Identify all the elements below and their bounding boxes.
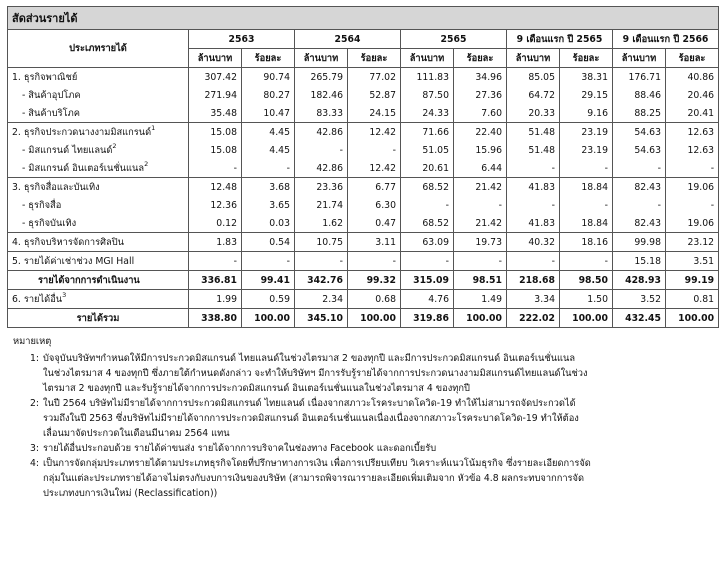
cell-percent: 3.65 (242, 196, 295, 214)
cell-million-baht: 432.45 (613, 309, 666, 328)
cell-million-baht: 315.09 (401, 271, 454, 290)
cell-million-baht: 265.79 (295, 68, 348, 87)
cell-million-baht: - (613, 196, 666, 214)
revenue-type-header: ประเภทรายได้ (8, 30, 189, 68)
cell-percent: 20.46 (666, 86, 719, 104)
cell-million-baht: 15.18 (613, 252, 666, 271)
cell-million-baht: 342.76 (295, 271, 348, 290)
cell-million-baht: 319.86 (401, 309, 454, 328)
cell-percent: 23.12 (666, 233, 719, 252)
cell-million-baht: 2.34 (295, 290, 348, 309)
cell-percent: 7.60 (454, 104, 507, 123)
cell-million-baht: 68.52 (401, 178, 454, 197)
row-label-text: 2. ธุรกิจประกวดนางงามมิสแกรนด์ (12, 126, 152, 138)
cell-million-baht: 338.80 (189, 309, 242, 328)
cell-percent: - (666, 196, 719, 214)
cell-percent: - (242, 159, 295, 178)
note-item (30, 351, 712, 396)
period-header-row (8, 30, 719, 49)
cell-million-baht: - (401, 196, 454, 214)
cell-million-baht: 82.43 (613, 178, 666, 197)
row-label (8, 86, 189, 104)
row-label (8, 214, 189, 233)
cell-million-baht: 85.05 (507, 68, 560, 87)
table-row (8, 271, 719, 290)
table-row (8, 214, 719, 233)
cell-million-baht: 307.42 (189, 68, 242, 87)
cell-percent: 99.41 (242, 271, 295, 290)
cell-percent: 4.45 (242, 141, 295, 159)
cell-percent: 1.49 (454, 290, 507, 309)
cell-million-baht: - (507, 159, 560, 178)
cell-percent: - (348, 252, 401, 271)
cell-percent: 19.73 (454, 233, 507, 252)
table-row (8, 123, 719, 142)
note-number: 3: (30, 443, 40, 454)
cell-percent: - (560, 252, 613, 271)
cell-million-baht: 336.81 (189, 271, 242, 290)
row-label (8, 309, 189, 328)
notes-list (7, 351, 718, 501)
cell-percent: 90.74 (242, 68, 295, 87)
cell-percent: 0.03 (242, 214, 295, 233)
cell-million-baht: 20.33 (507, 104, 560, 123)
footnote-marker: 3 (62, 290, 67, 299)
row-label-text: 5. รายได้ค่าเช่าช่วง MGI Hall (12, 255, 135, 267)
cell-million-baht: - (507, 252, 560, 271)
note-line: เป็นการจัดกลุ่มประเภทรายได้ตามประเภทธุรกิจโดยที่ปรึกษาทางการเงิน เพื่อการเปรียบเทียบ วิเคราะห์แนวโน้มธุรกิจ ซึ่งรายละเอียดการจัด (43, 458, 591, 469)
footnote-marker: 2 (144, 159, 149, 168)
cell-percent: 21.42 (454, 178, 507, 197)
row-label (8, 141, 189, 159)
row-label-text: - มิสแกรนด์ ไทยแลนด์ (22, 144, 113, 156)
cell-percent: 6.77 (348, 178, 401, 197)
row-label-text: 3. ธุรกิจสื่อและบันเทิง (12, 181, 100, 193)
unit-million-header: ล้านบาท (507, 49, 560, 68)
unit-million-header: ล้านบาท (295, 49, 348, 68)
cell-percent: - (242, 252, 295, 271)
cell-percent: 6.30 (348, 196, 401, 214)
cell-million-baht: 12.48 (189, 178, 242, 197)
cell-percent: 100.00 (242, 309, 295, 328)
cell-million-baht: 51.48 (507, 141, 560, 159)
cell-million-baht: 99.98 (613, 233, 666, 252)
cell-percent: 0.81 (666, 290, 719, 309)
unit-million-header: ล้านบาท (401, 49, 454, 68)
table-row (8, 252, 719, 271)
cell-million-baht: - (295, 141, 348, 159)
cell-million-baht: 82.43 (613, 214, 666, 233)
cell-million-baht: 42.86 (295, 123, 348, 142)
unit-percent-header: ร้อยละ (454, 49, 507, 68)
cell-million-baht: - (189, 159, 242, 178)
row-label (8, 290, 189, 309)
cell-percent: 10.47 (242, 104, 295, 123)
cell-million-baht: 3.34 (507, 290, 560, 309)
cell-percent: 38.31 (560, 68, 613, 87)
cell-million-baht: 64.72 (507, 86, 560, 104)
unit-million-header: ล้านบาท (189, 49, 242, 68)
table-title: สัดส่วนรายได้ (8, 7, 719, 30)
cell-million-baht: 428.93 (613, 271, 666, 290)
table-row (8, 309, 719, 328)
cell-percent: - (454, 196, 507, 214)
notes-section (7, 334, 718, 501)
cell-percent: 6.44 (454, 159, 507, 178)
cell-percent: 22.40 (454, 123, 507, 142)
cell-million-baht: 83.33 (295, 104, 348, 123)
row-label (8, 123, 189, 142)
period-header: 9 เดือนแรก ปี 2566 (613, 30, 719, 49)
row-label-text: รายได้จากการดำเนินงาน (38, 274, 140, 286)
cell-percent: 19.06 (666, 214, 719, 233)
note-line: ประเภทงบการเงินใหม่ (Reclassification)) (43, 488, 218, 499)
cell-million-baht: - (189, 252, 242, 271)
cell-million-baht: 3.52 (613, 290, 666, 309)
cell-percent: 12.63 (666, 141, 719, 159)
cell-percent: - (666, 159, 719, 178)
cell-million-baht: 35.48 (189, 104, 242, 123)
period-header: 2563 (189, 30, 295, 49)
cell-million-baht: 54.63 (613, 123, 666, 142)
cell-million-baht: 1.62 (295, 214, 348, 233)
note-text (43, 456, 712, 501)
table-row (8, 68, 719, 87)
cell-percent: 4.45 (242, 123, 295, 142)
cell-percent: 98.50 (560, 271, 613, 290)
cell-million-baht: 222.02 (507, 309, 560, 328)
cell-percent: 100.00 (348, 309, 401, 328)
notes-title: หมายเหตุ (13, 336, 52, 347)
period-header: 9 เดือนแรก ปี 2565 (507, 30, 613, 49)
note-line: ในช่วงไตรมาส 4 ของทุกปี ซึ่งภายใต้กำหนดดังกล่าว จะทำให้บริษัทฯ มีการรับรู้รายได้จากการประกวดนางงามมิสแกรนด์ไทยแลนด์ในช่วง (43, 368, 588, 379)
cell-million-baht: 15.08 (189, 123, 242, 142)
row-label-text: - ธุรกิจสื่อ (22, 199, 62, 211)
table-row (8, 233, 719, 252)
note-item (30, 441, 712, 456)
cell-percent: 19.06 (666, 178, 719, 197)
cell-percent: 29.15 (560, 86, 613, 104)
cell-percent: 23.19 (560, 123, 613, 142)
cell-percent: 52.87 (348, 86, 401, 104)
cell-million-baht: - (507, 196, 560, 214)
row-label (8, 178, 189, 197)
row-label-text: 6. รายได้อื่น (12, 293, 63, 305)
cell-million-baht: 182.46 (295, 86, 348, 104)
cell-percent: 24.15 (348, 104, 401, 123)
table-row (8, 159, 719, 178)
cell-million-baht: 42.86 (295, 159, 348, 178)
cell-percent: 12.42 (348, 159, 401, 178)
row-label (8, 104, 189, 123)
note-line: รายได้อื่นประกอบด้วย รายได้ค่าขนส่ง รายได้จากการบริจาคในช่องทาง Facebook และดอกเบี้ยรับ (43, 443, 437, 454)
cell-percent: - (560, 196, 613, 214)
table-row (8, 196, 719, 214)
cell-percent: 99.19 (666, 271, 719, 290)
revenue-structure-section (7, 6, 718, 501)
cell-million-baht: 63.09 (401, 233, 454, 252)
unit-percent-header: ร้อยละ (560, 49, 613, 68)
revenue-table-body (8, 68, 719, 328)
table-row (8, 178, 719, 197)
cell-percent: 23.19 (560, 141, 613, 159)
note-line: ในปี 2564 บริษัทไม่มีรายได้จากการประกวดมิสแกรนด์ ไทยแลนด์ เนื่องจากสภาวะโรคระบาดโควิด-19 ทำให้ไม่สามารถจัดประกวดได้ (43, 398, 576, 409)
cell-percent: - (348, 141, 401, 159)
unit-percent-header: ร้อยละ (242, 49, 295, 68)
cell-million-baht: 68.52 (401, 214, 454, 233)
cell-percent: 0.59 (242, 290, 295, 309)
cell-million-baht: 41.83 (507, 214, 560, 233)
cell-million-baht: 24.33 (401, 104, 454, 123)
cell-percent: 15.96 (454, 141, 507, 159)
note-line: ไตรมาส 2 ของทุกปี และรับรู้รายได้จากการประกวดมิสแกรนด์ อินเตอร์เนชั่นแนลในช่วงไตรมาส 4 ของทุกปี (43, 383, 470, 394)
cell-million-baht: 88.46 (613, 86, 666, 104)
row-label-text: - มิสแกรนด์ อินเตอร์เนชั่นแนล (22, 162, 145, 174)
cell-percent: 3.68 (242, 178, 295, 197)
cell-percent: 18.84 (560, 214, 613, 233)
cell-percent: 21.42 (454, 214, 507, 233)
row-label (8, 68, 189, 87)
cell-million-baht: 87.50 (401, 86, 454, 104)
note-text (43, 351, 712, 396)
note-item (30, 396, 712, 441)
cell-million-baht: 15.08 (189, 141, 242, 159)
note-line: เลื่อนมาจัดประกวดในเดือนมีนาคม 2564 แทน (43, 428, 230, 439)
cell-million-baht: 21.74 (295, 196, 348, 214)
cell-million-baht: 12.36 (189, 196, 242, 214)
row-label-text: รายได้รวม (76, 312, 120, 324)
row-label (8, 252, 189, 271)
table-row (8, 290, 719, 309)
note-text (43, 396, 712, 441)
row-label-text: - สินค้าอุปโภค (22, 89, 81, 101)
note-line: กลุ่มในแต่ละประเภทรายได้อาจไม่ตรงกับงบการเงินของบริษัท (สามารถพิจารณารายละเอียดเพิ่มเติมจาก หัวข้อ 4.8 ผลกระทบจากการจัด (43, 473, 585, 484)
note-line: รวมถึงในปี 2563 ซึ่งบริษัทไม่มีรายได้จากการประกวดมิสแกรนด์ อินเตอร์เนชั่นแนลเนื่องเนื่องจากสภาวะโรคระบาดโควิด-19 ทำให้ต้อง (43, 413, 579, 424)
cell-million-baht: 71.66 (401, 123, 454, 142)
cell-million-baht: 41.83 (507, 178, 560, 197)
cell-percent: 20.41 (666, 104, 719, 123)
cell-million-baht: 40.32 (507, 233, 560, 252)
table-row (8, 104, 719, 123)
cell-million-baht: 176.71 (613, 68, 666, 87)
cell-million-baht: - (295, 252, 348, 271)
note-number: 1: (30, 353, 40, 364)
cell-million-baht: 54.63 (613, 141, 666, 159)
cell-percent: 0.68 (348, 290, 401, 309)
cell-million-baht: 218.68 (507, 271, 560, 290)
row-label (8, 271, 189, 290)
cell-percent: 27.36 (454, 86, 507, 104)
table-row (8, 141, 719, 159)
cell-million-baht: 345.10 (295, 309, 348, 328)
unit-percent-header: ร้อยละ (666, 49, 719, 68)
note-number: 4: (30, 458, 40, 469)
cell-million-baht: 10.75 (295, 233, 348, 252)
footnote-marker: 2 (112, 141, 117, 150)
cell-million-baht: 271.94 (189, 86, 242, 104)
cell-million-baht: - (613, 159, 666, 178)
unit-percent-header: ร้อยละ (348, 49, 401, 68)
cell-million-baht: 51.48 (507, 123, 560, 142)
cell-percent: 100.00 (560, 309, 613, 328)
table-row (8, 86, 719, 104)
cell-percent: 18.84 (560, 178, 613, 197)
row-label-text: - สินค้าบริโภค (22, 107, 81, 119)
cell-percent: 0.54 (242, 233, 295, 252)
cell-million-baht: 4.76 (401, 290, 454, 309)
note-number: 2: (30, 398, 40, 409)
cell-percent: - (560, 159, 613, 178)
cell-million-baht: 88.25 (613, 104, 666, 123)
cell-percent: 100.00 (454, 309, 507, 328)
note-text (43, 441, 712, 456)
cell-percent: 0.47 (348, 214, 401, 233)
row-label-text: 1. ธุรกิจพาณิชย์ (12, 71, 78, 83)
row-label-text: 4. ธุรกิจบริหารจัดการศิลปิน (12, 236, 124, 248)
cell-percent: 98.51 (454, 271, 507, 290)
period-header: 2565 (401, 30, 507, 49)
revenue-table (7, 6, 719, 328)
cell-percent: 12.63 (666, 123, 719, 142)
note-line: บัจจุบันบริษัทฯกำหนดให้มีการประกวดมิสแกรนด์ ไทยแลนด์ในช่วงไตรมาส 2 ของทุกปี และมีการประกวดมิสแกรนด์ อินเตอร์เนชั่นแนล (43, 353, 576, 364)
cell-million-baht: - (401, 252, 454, 271)
cell-million-baht: 1.83 (189, 233, 242, 252)
cell-percent: 3.11 (348, 233, 401, 252)
row-label-text: - ธุรกิจบันเทิง (22, 217, 77, 229)
cell-million-baht: 1.99 (189, 290, 242, 309)
note-item (30, 456, 712, 501)
cell-percent: 12.42 (348, 123, 401, 142)
cell-percent: 77.02 (348, 68, 401, 87)
cell-percent: 9.16 (560, 104, 613, 123)
cell-percent: 40.86 (666, 68, 719, 87)
cell-percent: 80.27 (242, 86, 295, 104)
unit-million-header: ล้านบาท (613, 49, 666, 68)
footnote-marker: 1 (151, 123, 156, 132)
cell-percent: 99.32 (348, 271, 401, 290)
row-label (8, 159, 189, 178)
period-header: 2564 (295, 30, 401, 49)
cell-percent: 1.50 (560, 290, 613, 309)
cell-million-baht: 111.83 (401, 68, 454, 87)
cell-percent: - (454, 252, 507, 271)
row-label (8, 233, 189, 252)
cell-percent: 100.00 (666, 309, 719, 328)
cell-million-baht: 51.05 (401, 141, 454, 159)
row-label (8, 196, 189, 214)
cell-million-baht: 20.61 (401, 159, 454, 178)
cell-percent: 18.16 (560, 233, 613, 252)
cell-percent: 3.51 (666, 252, 719, 271)
cell-million-baht: 23.36 (295, 178, 348, 197)
cell-million-baht: 0.12 (189, 214, 242, 233)
cell-percent: 34.96 (454, 68, 507, 87)
